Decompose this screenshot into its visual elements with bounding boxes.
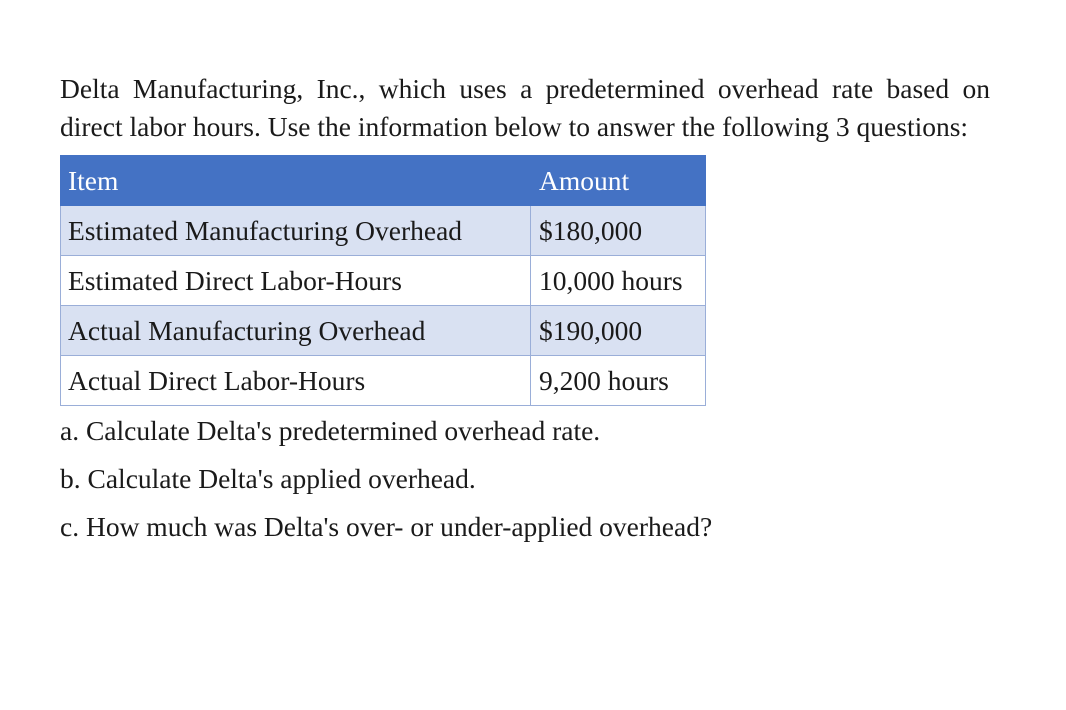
questions-list — [60, 407, 990, 551]
row-item: Estimated Manufacturing Overhead — [61, 206, 531, 256]
row-amount: $180,000 — [531, 206, 706, 256]
question-b: b. Calculate Delta's applied overhead. — [60, 463, 476, 494]
row-item: Estimated Direct Labor-Hours — [61, 256, 531, 306]
row-amount: 10,000 hours — [531, 256, 706, 306]
overhead-info-table — [60, 155, 706, 406]
table-row — [61, 206, 706, 256]
row-item: Actual Direct Labor-Hours — [61, 356, 531, 406]
table-header-row — [61, 156, 706, 206]
intro-paragraph: Delta Manufacturing, Inc., which uses a predetermined overhead rate based on direct labor hours. Use the information below to answer the following 3 questions: — [60, 73, 990, 142]
table-row — [61, 356, 706, 406]
header-amount: Amount — [531, 156, 706, 206]
row-item: Actual Manufacturing Overhead — [61, 306, 531, 356]
document-body — [60, 70, 990, 551]
header-item: Item — [61, 156, 531, 206]
question-c: c. How much was Delta's over- or under-applied overhead? — [60, 511, 713, 542]
row-amount: 9,200 hours — [531, 356, 706, 406]
table-row — [61, 256, 706, 306]
row-amount: $190,000 — [531, 306, 706, 356]
table-row — [61, 306, 706, 356]
question-a: a. Calculate Delta's predetermined overhead rate. — [60, 415, 601, 446]
